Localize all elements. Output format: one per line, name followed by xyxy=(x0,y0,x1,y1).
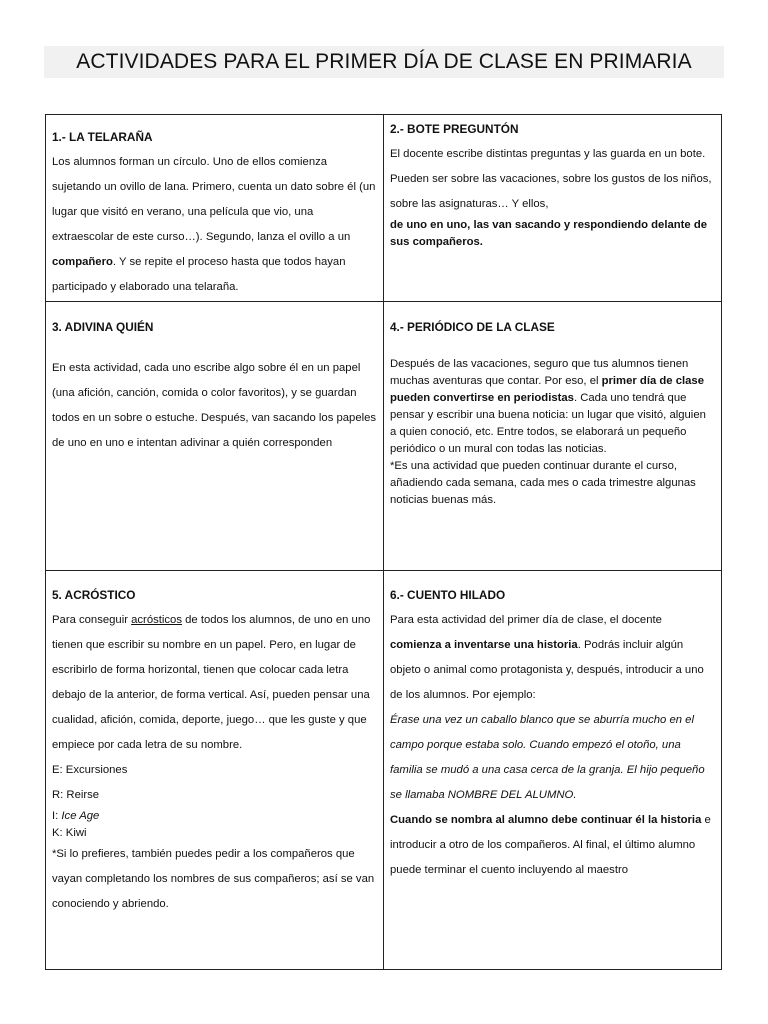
activity-description xyxy=(390,356,715,458)
activity-cell-adivina-quien xyxy=(46,302,384,571)
acrostic-word: Ice Age xyxy=(61,810,100,822)
activity-conclusion xyxy=(390,808,715,883)
activity-text: . Y se repite el proceso hasta que todos hayan participado y elaborado una telaraña. xyxy=(52,256,346,293)
acrostic-letter: I: xyxy=(52,810,62,822)
acrostic-line-r: R: Reirse xyxy=(52,789,100,801)
document-title: ACTIVIDADES PARA EL PRIMER DÍA DE CLASE EN PRIMARIA xyxy=(44,46,724,78)
activity-cell-bote-pregunton xyxy=(384,115,722,302)
activity-title: 1.- LA TELARAÑA xyxy=(52,130,153,144)
activity-title: 5. ACRÓSTICO xyxy=(52,588,136,602)
activity-cell-acrostico xyxy=(46,571,384,970)
activity-text: Para conseguir xyxy=(52,614,132,626)
acrostic-line-e: E: Excursiones xyxy=(52,764,128,776)
activity-text: . Podrás incluir algún objeto o animal como protagonista y, después, introducir a uno de los alumnos. Por ejemplo: xyxy=(390,639,704,701)
activity-description xyxy=(52,150,377,300)
activity-title: 2.- BOTE PREGUNTÓN xyxy=(390,122,519,136)
activity-description: En esta actividad, cada uno escribe algo sobre él en un papel (una afición, canción, comida o color favoritos), y se guardan todos en un sobre o estuche. Después, van sacando los papeles de uno en uno e intentan adivinar a quién corresponden xyxy=(52,362,377,449)
acrostic-line-i xyxy=(52,808,377,825)
activity-description xyxy=(390,608,715,708)
activity-title: 4.- PERIÓDICO DE LA CLASE xyxy=(390,320,555,334)
table-row xyxy=(46,571,722,970)
table-row xyxy=(46,115,722,302)
activity-note: *Si lo prefieres, también puedes pedir a los compañeros que vayan completando los nombres de sus compañeros; así se van conociendo y abriendo. xyxy=(52,848,375,910)
activity-cell-periodico xyxy=(384,302,722,571)
activity-text: de todos los alumnos, de uno en uno tienen que escribir su nombre en un papel. Pero, en lugar de escribirlo de forma horizontal, tienen que colocar cada letra debajo de la anterior, de forma vertical. Así, pueden pensar una cualidad, afición, comida, deporte, juego… que les guste y que empiece por cada letra de su nombre. xyxy=(52,614,371,751)
activity-text: Después de las vacaciones, seguro que tus alumnos tienen muchas aventuras que contar. Por eso, el xyxy=(390,358,689,387)
activity-title: 3. ADIVINA QUIÉN xyxy=(52,320,154,334)
activity-description xyxy=(52,608,377,758)
activity-note: *Es una actividad que pueden continuar durante el curso, añadiendo cada semana, cada mes o cada trimestre algunas noticias buenas más. xyxy=(390,460,696,506)
acrostic-line-k: K: Kiwi xyxy=(52,827,87,839)
activity-text: Para esta actividad del primer día de clase, el docente xyxy=(390,614,662,626)
activity-description: El docente escribe distintas preguntas y las guarda en un bote. Pueden ser sobre las vacaciones, sobre los gustos de los niños, sobre las asignaturas… Y ellos, xyxy=(390,148,712,210)
activity-text-bold: comienza a inventarse una historia xyxy=(390,639,578,651)
story-example: Érase una vez un caballo blanco que se aburría mucho en el campo porque estaba solo. Cuando empezó el otoño, una familia se mudó a una casa cerca de la granja. El hijo pequeño se llamaba NOMBRE DEL ALUMNO. xyxy=(390,714,705,801)
table-row xyxy=(46,302,722,571)
activity-title: 6.- CUENTO HILADO xyxy=(390,588,506,602)
activity-text-bold: compañero xyxy=(52,256,113,268)
activity-description-bold: de uno en uno, las van sacando y respondiendo delante de sus compañeros. xyxy=(390,219,708,248)
activity-text-bold: primer día de clase pueden convertirse en periodistas xyxy=(390,375,704,404)
acrosticos-link[interactable]: acrósticos xyxy=(131,614,182,626)
activity-cell-cuento-hilado xyxy=(384,571,722,970)
activity-text: e introducir a otro de los compañeros. Al final, el último alumno puede terminar el cuento incluyendo al maestro xyxy=(390,814,711,876)
activity-text-bold: Cuando se nombra al alumno debe continuar él la historia xyxy=(390,814,702,826)
activity-text: . Cada uno tendrá que pensar y escribir una buena noticia: un lugar que visitó, alguien a quien conoció, etc. Entre todos, se elaborará un pequeño periódico o un mural con todas las noticias. xyxy=(390,392,706,455)
activity-cell-telarana xyxy=(46,115,384,302)
activities-table xyxy=(45,114,722,970)
activity-text: Los alumnos forman un círculo. Uno de ellos comienza sujetando un ovillo de lana. Primero, cuenta un dato sobre él (un lugar que visitó en verano, una película que vio, una extraescolar de este curso…). Segundo, lanza el ovillo a un xyxy=(52,156,376,243)
